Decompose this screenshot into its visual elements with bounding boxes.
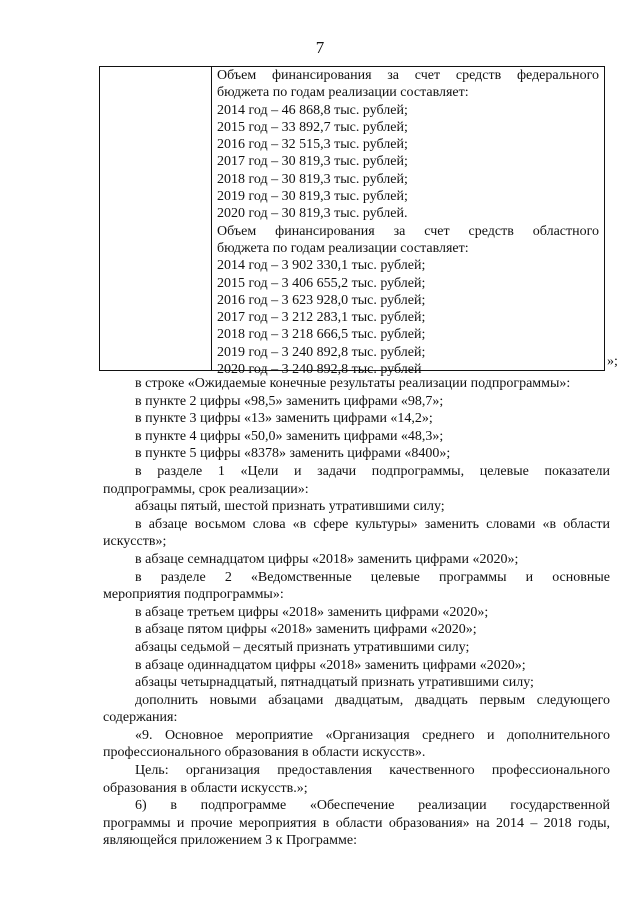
paragraph-line: в абзаце восьмом слова «в сфере культуры» заменить словами «в области [135, 516, 610, 532]
paragraph-line: содержания: [103, 710, 178, 726]
table-line: 2014 год – 3 902 330,1 тыс. рублей; [217, 258, 426, 274]
table-line: 2014 год – 46 868,8 тыс. рублей; [217, 102, 408, 118]
table-line: 2019 год – 3 240 892,8 тыс. рублей; [217, 344, 426, 360]
table-line: 2016 год – 3 623 928,0 тыс. рублей; [217, 292, 426, 308]
table-line: 2018 год – 3 218 666,5 тыс. рублей; [217, 327, 426, 343]
table-line: Объем финансирования за счет средств федерального [217, 68, 599, 83]
table-line: 2017 год – 30 819,3 тыс. рублей; [217, 154, 408, 170]
paragraph-line: в пункте 4 цифры «50,0» заменить цифрами «48,3»; [135, 428, 444, 444]
funding-table [99, 66, 605, 378]
paragraph-line: в абзаце одиннадцатом цифры «2018» заменить цифрами «2020»; [135, 657, 526, 673]
paragraph-line: Цель: организация предоставления качественного профессионального [135, 763, 610, 779]
table-line: 2015 год – 33 892,7 тыс. рублей; [217, 119, 408, 135]
table-line: 2019 год – 30 819,3 тыс. рублей; [217, 189, 408, 205]
paragraph-line: профессионального образования в области искусств». [103, 745, 426, 761]
paragraph-line: дополнить новыми абзацами двадцатым, двадцать первым следующего [135, 692, 610, 708]
table-line: 2016 год – 32 515,3 тыс. рублей; [217, 137, 408, 153]
table-line: Объем финансирования за счет средств областного [217, 223, 599, 239]
paragraph-line: абзацы пятый, шестой признать утратившими силу; [135, 499, 445, 515]
table-line: 2018 год – 30 819,3 тыс. рублей; [217, 171, 408, 187]
paragraph-line: в пункте 3 цифры «13» заменить цифрами «14,2»; [135, 411, 433, 427]
paragraph-line: «9. Основное мероприятие «Организация среднего и дополнительного [135, 727, 610, 743]
paragraph-line: в разделе 1 «Цели и задачи подпрограммы, целевые показатели [135, 463, 610, 479]
paragraph-line: подпрограммы, срок реализации»: [103, 481, 309, 497]
paragraph-line: в абзаце семнадцатом цифры «2018» заменить цифрами «2020»; [135, 551, 519, 567]
paragraph-line: образования в области искусств.»; [103, 780, 308, 796]
paragraph-line: в абзаце третьем цифры «2018» заменить цифрами «2020»; [135, 604, 489, 620]
table-line: 2020 год – 3 240 892,8 тыс. рублей [217, 362, 422, 378]
paragraph-line: 6) в подпрограмме «Обеспечение реализации государственной [135, 798, 610, 814]
table-closing-quote: »; [607, 354, 618, 369]
paragraph-line: в разделе 2 «Ведомственные целевые программы и основные [135, 569, 610, 585]
paragraph-line: искусств»; [103, 534, 167, 550]
page-number: 7 [315, 38, 325, 57]
table-line: 2017 год – 3 212 283,1 тыс. рублей; [217, 310, 426, 326]
paragraph-line: в пункте 2 цифры «98,5» заменить цифрами «98,7»; [135, 393, 444, 409]
table-left-cell [100, 67, 212, 370]
paragraph-line: являющейся приложением 3 к Программе: [103, 833, 357, 849]
paragraph-line: в пункте 5 цифры «8378» заменить цифрами «8400»; [135, 446, 451, 462]
paragraph-line: в строке «Ожидаемые конечные результаты реализации подпрограммы»: [135, 376, 571, 391]
table-line: бюджета по годам реализации составляет: [217, 240, 469, 256]
paragraph-line: абзацы седьмой – десятый признать утратившими силу; [135, 639, 470, 655]
amendment-text [103, 375, 610, 850]
paragraph-line: абзацы четырнадцатый, пятнадцатый признать утратившими силу; [135, 675, 534, 691]
paragraph-line: в абзаце пятом цифры «2018» заменить цифрами «2020»; [135, 622, 477, 638]
paragraph-line: программы и прочие мероприятия в области образования» на 2014 – 2018 годы, [103, 815, 610, 831]
table-line: 2015 год – 3 406 655,2 тыс. рублей; [217, 275, 426, 291]
table-line: 2020 год – 30 819,3 тыс. рублей. [217, 206, 408, 222]
paragraph-line: мероприятия подпрограммы»: [103, 587, 284, 603]
table-right-cell [212, 67, 604, 378]
table-line: бюджета по годам реализации составляет: [217, 85, 469, 101]
